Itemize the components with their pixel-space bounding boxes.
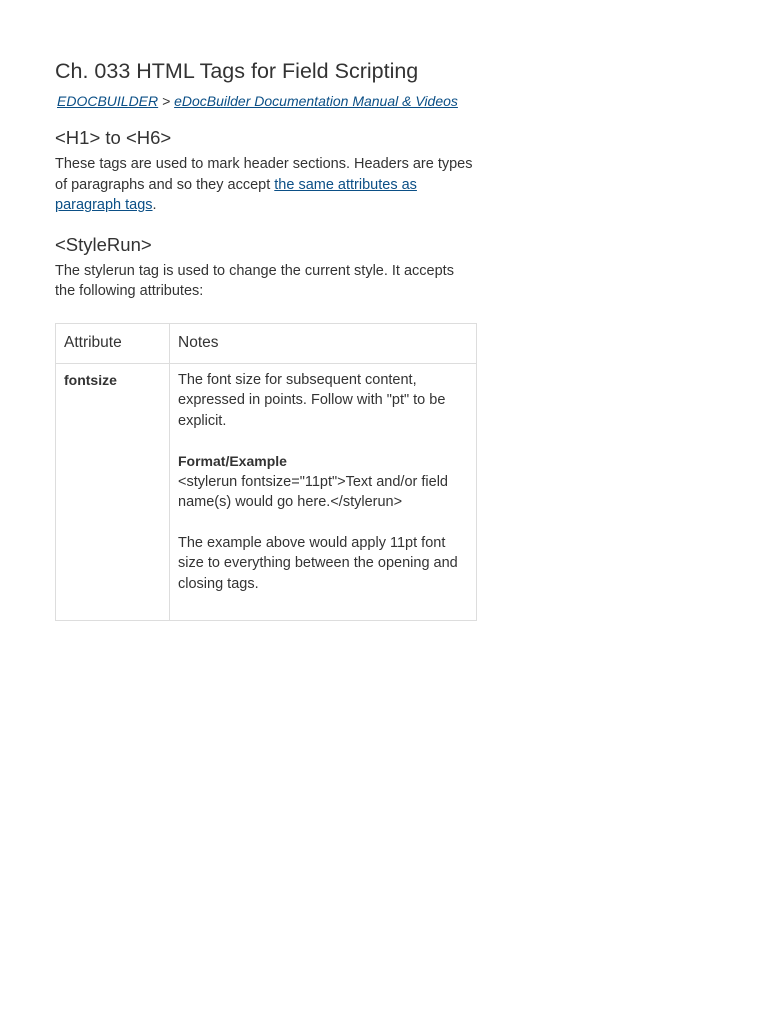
table-row [56, 363, 477, 621]
breadcrumb [55, 91, 477, 111]
table-header-row [56, 323, 477, 363]
format-example-label: Format/Example [178, 453, 287, 469]
table-header-attribute: Attribute [56, 323, 170, 363]
page-title: Ch. 033 HTML Tags for Field Scripting [55, 59, 419, 83]
breadcrumb-root-link[interactable]: EDOCBUILDER [57, 93, 159, 109]
section-paragraph-h1-h6 [55, 154, 477, 216]
format-example-block [178, 451, 468, 513]
example-explanation: The example above would apply 11pt font size to everything between the opening and closing tags. [178, 534, 458, 592]
format-example-code: <stylerun fontsize="11pt">Text and/or field name(s) would go here.</stylerun> [178, 473, 448, 510]
attribute-name-cell: fontsize [56, 363, 170, 621]
attribute-description: The font size for subsequent content, expressed in points. Follow with "pt" to be explicit. [178, 371, 446, 429]
article [55, 57, 477, 621]
section-heading-h1-h6: <H1> to <H6> [55, 127, 172, 148]
table-header-notes: Notes [170, 323, 477, 363]
section-paragraph-stylerun: The stylerun tag is used to change the current style. It accepts the following attributes: [55, 262, 454, 299]
attributes-table [55, 323, 477, 622]
section-heading-stylerun: <StyleRun> [55, 233, 152, 255]
paragraph-text-end: . [152, 197, 157, 213]
breadcrumb-separator: > [162, 93, 171, 109]
attribute-notes-cell [170, 363, 477, 621]
paragraph-attributes-link[interactable]: the same attributes as paragraph tags [55, 176, 417, 213]
cell-spacer [178, 594, 468, 612]
paragraph-text: These tags are used to mark header sections. Headers are types of paragraphs and so they accept [55, 156, 473, 193]
breadcrumb-current-link[interactable]: eDocBuilder Documentation Manual & Videos [174, 93, 458, 109]
